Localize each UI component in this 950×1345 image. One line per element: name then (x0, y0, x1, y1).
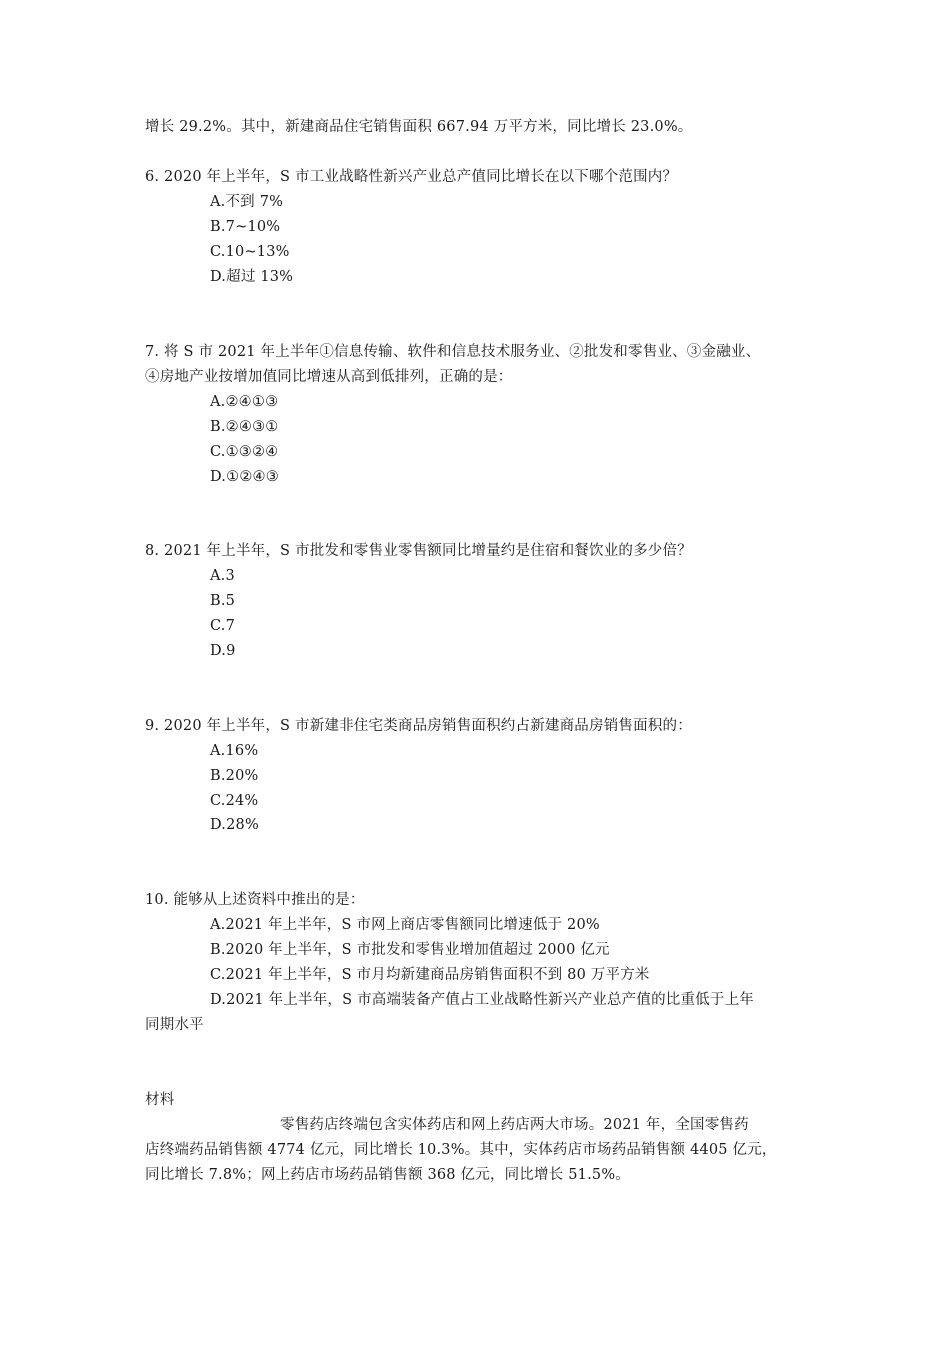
question-10-option-c: C.2021 年上半年，S 市月均新建商品房销售面积不到 80 万平方米 (210, 967, 650, 983)
material-paragraph-line2: 店终端药品销售额 4774 亿元，同比增长 10.3%。其中，实体药店市场药品销售额 4405 亿元， (145, 1142, 777, 1158)
question-9-option-b: B.20% (210, 768, 259, 784)
question-6-stem: 6. 2020 年上半年，S 市工业战略性新兴产业总产值同比增长在以下哪个范围内？ (145, 169, 678, 185)
question-10-option-b: B.2020 年上半年，S 市批发和零售业增加值超过 2000 亿元 (210, 942, 610, 958)
question-9-option-d: D.28% (210, 817, 259, 833)
question-8-option-a: A.3 (210, 568, 235, 584)
question-8-option-c: C.7 (210, 618, 236, 634)
question-7-stem-line1: 7. 将 S 市 2021 年上半年①信息传输、软件和信息技术服务业、②批发和零售业、③金融业、 (145, 344, 761, 360)
question-6-option-a: A.不到 7% (210, 194, 284, 210)
question-8-option-b: B.5 (210, 593, 236, 609)
question-9-stem: 9. 2020 年上半年，S 市新建非住宅类商品房销售面积约占新建商品房销售面积的： (145, 718, 692, 734)
question-10-option-d: D.2021 年上半年，S 市高端装备产值占工业战略性新兴产业总产值的比重低于上年 (210, 992, 754, 1008)
question-10-stem: 10. 能够从上述资料中推出的是： (145, 892, 365, 908)
question-9-option-a: A.16% (210, 743, 259, 759)
material-paragraph-line1: 零售药店终端包含实体药店和网上药店两大市场。2021 年，全国零售药 (280, 1117, 749, 1133)
material-heading: 材料 (145, 1092, 175, 1108)
question-6-option-b: B.7~10% (210, 219, 281, 235)
question-9-option-c: C.24% (210, 793, 259, 809)
question-7-option-a: A.②④①③ (210, 394, 279, 410)
question-7-stem-line2: ④房地产业按增加值同比增速从高到低排列，正确的是： (145, 369, 513, 385)
question-7-option-c: C.①③②④ (210, 444, 279, 460)
question-7-option-d: D.①②④③ (210, 469, 279, 485)
intro-line: 增长 29.2%。其中，新建商品住宅销售面积 667.94 万平方米，同比增长 23.0%。 (145, 119, 693, 135)
question-7-option-b: B.②④③① (210, 419, 279, 435)
question-10-option-d-continuation: 同期水平 (145, 1017, 204, 1033)
material-paragraph-line3: 同比增长 7.8%；网上药店市场药品销售额 368 亿元，同比增长 51.5%。 (145, 1167, 631, 1183)
question-8-option-d: D.9 (210, 643, 236, 659)
question-10-option-a: A.2021 年上半年，S 市网上商店零售额同比增速低于 20% (210, 917, 600, 933)
question-8-stem: 8. 2021 年上半年，S 市批发和零售业零售额同比增量约是住宿和餐饮业的多少倍？ (145, 543, 692, 559)
question-6-option-d: D.超过 13% (210, 269, 294, 285)
question-6-option-c: C.10~13% (210, 244, 290, 260)
